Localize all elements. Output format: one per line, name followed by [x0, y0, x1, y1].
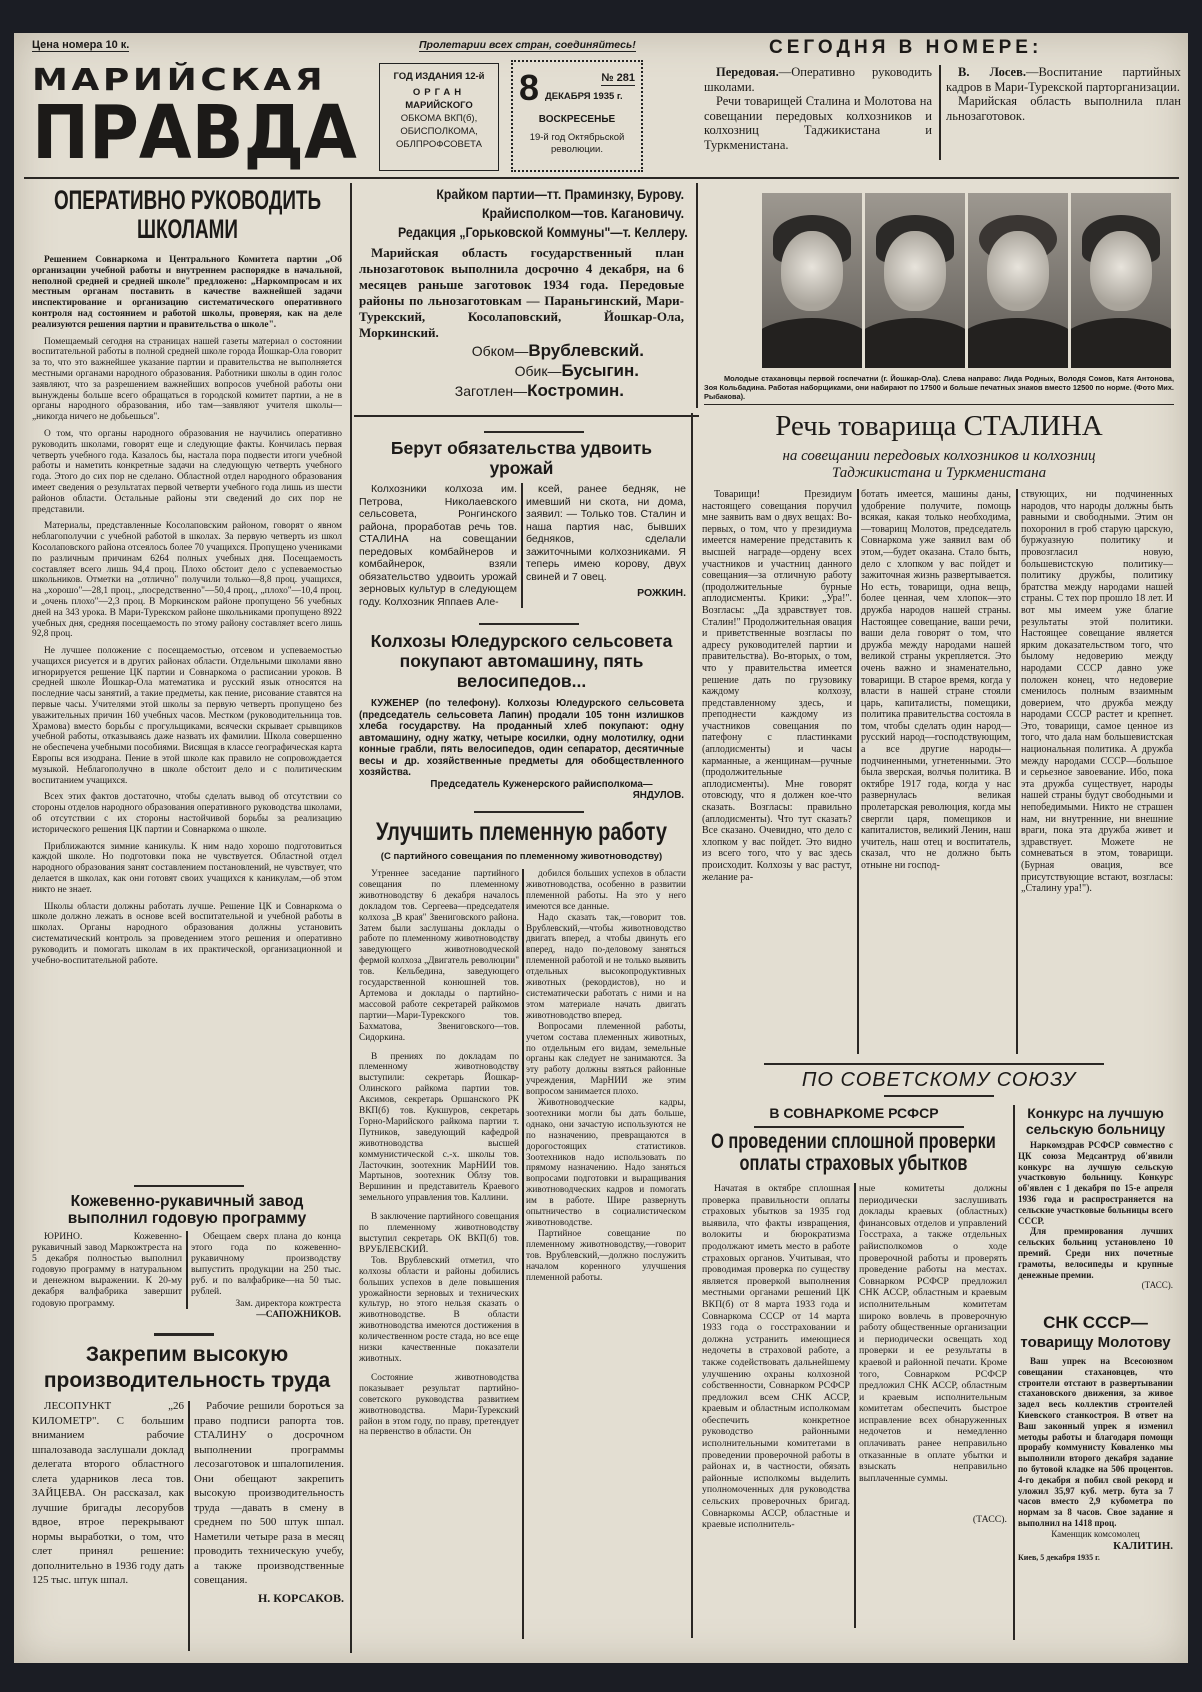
stalin-subhead: на совещании передовых колхозников и колхозниц Таджикистана и Туркменистана: [782, 448, 1096, 481]
date-day: 8: [519, 67, 540, 108]
stalin-col1: Товарищи! Президиум настоящего совещания поручил мне заявить вам о двух вещах: Во-первых, о том, что у президиума имеется намерение представить к высшей награде—ордену всех участников и участниц данного совещания—за отличную работу (продолжительные бурные аплодисменты. Крики: „Ура!". Возгласы: „Да здравствует тов. Сталин!" Продолжительная овация и приветственные возгласы по адресу руководителей партии и правительства). Во-вторых, о том, что у правительства имеется решение дать по грузовику каждому колхозу, представленному здесь, и преподнести каждому из участников совещания по патефону с пластинками (аплодисменты) и часы карманные, а женщинам—ручные (продолжительные аплодисменты). Мне говорят отовсюду, что я должен кое-что сказать. Возгласы: правильно (аплодисменты). Что тут сказать? Все сказано. Очевидно, что дело с хлопком у вас пойдет. Это видно из всего того, что у вас здесь происходит. Колхозы у вас растут, желание ра-: [702, 489, 852, 883]
contents-item[interactable]: Речи товарищей Сталина и Молотова на совещании передовых колхозников и колхозниц Таджикистана и Туркменистана.: [704, 94, 932, 152]
weekday: ВОСКРЕСЕНЬЕ: [538, 114, 616, 125]
insurance-col2: ные комитеты должны периодически заслушивать доклады краевых (областных) финансовых отделов и управлений Госстраха, а также отдельных райисполкомов о ходе проверочной работы и проверять проведение работы на местах. Совнарком РСФСР предложил СНК АССР, областным и краевым исполнительным комитетам широко вовлечь в проверочную работу общественные организации и периодически освещать ход проверки и ее результаты в краевой и районной печати. Кроме того, Совнарком РСФСР предложил СНК АССР, областным и краевым исполнительным комитетам обеспечить быстрое исправление всех обнаруженных недочетов и немедленно оплачивать ранее неправильно отказанные в оплате убытки и взыскать неправильно выплаченные суммы. (ТАСС).: [859, 1183, 1007, 1526]
publisher-line: ОБЛПРОФСОВЕТА: [396, 139, 482, 150]
publication-year: ГОД ИЗДАНИЯ 12-й: [393, 71, 485, 82]
stakhanovites-photo: [762, 193, 1172, 368]
breeding-subhead: (С партийного совещания по племенному животноводству): [380, 851, 663, 862]
telegram-recipient: Редакция „Горьковской Коммуны"—т. Келлеру.: [398, 224, 688, 240]
newspaper-page: [14, 33, 1188, 1663]
insurance-col1: Начатая в октябре сплошная проверка правильности оплаты страховых убытков за 1935 год выявила, что факты извращения, волокиты и бюрократизма продолжают иметь место в работе страховых органов. Учитывая, что проводимая проверка по существу является проверкой выполнения местными органами решений ЦК ВКП(б) от 8 марта 1933 года и Совнаркома СССР от 14 марта 1933 года о госстраховании и должна устранить имеющиеся недочеты в страховой работе, а также содействовать дальнейшему улучшению охраны колхозной собственности, Совнарком РСФСР предложил всем СНК АССР, краевым и областным исполкомам обеспечить конкретное руководство районными исполнительными комитетами в проведении проверочной работы в районах и, в частности, обязать районные исполкомы выделить уполномоченных для руководства сельских проверочных бригад. Совнаркомы АССР, областные и краевые исполнитель-: [702, 1183, 850, 1531]
logo-title-main: ПРАВДА: [32, 90, 357, 176]
telegram-recipient: Крайисполком—тов. Кагановичу.: [482, 205, 684, 221]
telegram-block: [359, 185, 688, 401]
contents-item[interactable]: В. Лосев.—Воспитание партийных кадров в Мари-Турекской парторганизации.: [946, 65, 1181, 94]
slogan: Пролетарии всех стран, соединяйтесь!: [419, 39, 636, 51]
sovnarkom-rubric: В СОВНАРКОМЕ РСФСР: [769, 1105, 939, 1121]
molotov-headline-2: товарищу Молотову: [1020, 1334, 1171, 1351]
section-title: ПО СОВЕТСКОМУ СОЮЗУ: [801, 1069, 1077, 1091]
leather-headline: Кожевенно-рукавичный завод выполнил годовую программу: [67, 1193, 307, 1227]
photo-credit: (Фото Мих. Рыбакова).: [704, 383, 1174, 401]
breeding-col2: добился больших успехов в области животноводства, особенно в развитии племенной работы. На это у него имеются все данные. Надо сказать так,—говорит тов. Врублевский,—чтобы животноводство двигать вперед, а чтобы двинуть его вперед, надо по-деловому заняться племенной работой и не только выявить отдельных высокопродуктивных животных (рекордистов), но и систематически работать с ними и на этом материале начать двигать животноводство вперед. Вопросами племенной работы, учетом состава племенных животных, по отдельным его видам, земельные органы как следует не занимаются. За эту работу должны взяться районные учреждения, МарНИИ же этим вопросом занимается плохо. Животноводческие кадры, зоотехники могли бы дать больше, однако, они зачастую используются не по назначению, превращаются в дорогостоящих статистиков. Зоотехников надо использовать по прямому назначению. Надо заняться вопросами подготовки и выращивания животноводческих кадров и помогать им в работе. Шире развернуть опытничество в социалистическом животноводстве. Партийное совещание по племенному животноводству,—говорит тов. Врублевский,—должно послужить началом коренного улучшения племенной работы.: [526, 869, 686, 1283]
contest-source: (ТАСС).: [1141, 1280, 1173, 1291]
publisher-line: ОБИСПОЛКОМА,: [400, 126, 478, 137]
publisher-box: [379, 63, 499, 171]
stalin-headline: Речь товарища СТАЛИНА: [775, 410, 1103, 442]
productivity-headline-2: производительность труда: [43, 1369, 331, 1392]
revolution-year: 19-й год Октябрьской революции.: [529, 132, 625, 155]
organ-label: ОРГАН: [412, 87, 466, 98]
telegram-signer: Обик—Бусыгин.: [514, 361, 639, 380]
harvest-col2: ксей, ранее бедняк, не имевший ни скота, ни дома, заявил: — Только тов. Сталин и наша партия нас, бывших бедняков, сделали зажиточными колхозниками. Я теперь имею корову, двух свиней и 7 овец. РОЖКИН.: [526, 483, 686, 599]
breeding-headline: Улучшить племенную работу: [375, 818, 668, 846]
harvest-col1: Колхозники колхоза им. Петрова, Николаевского сельсовета, Ронгинского района, проработав речь тов. СТАЛИНА на совещании передовых комбайнеров и комбайнерок, взяли обязательство удвоить урожай зерновых культур в следующем году. Колхозник Яппаев Але-: [359, 483, 517, 608]
leather-col1: ЮРИНО. Кожевенно-рукавичный завод Маркожтреста на 5 декабря полностью выполнил годовую программу в натуральном и денежном выражении. К 20-му декабря валфабрика завершит годовую программу.: [32, 1231, 182, 1309]
newspaper-logo: [32, 63, 372, 176]
kolkhozy-headline: Колхозы Юледурского сельсовета покупают автомашину, пять велосипедов...: [370, 631, 673, 691]
paragraph: Не лучшее положение с посещаемостью, отсевом и успеваемостью учащихся рисуется и в других районах области. Отдельными школами явно игнорируется решение ЦК партии и Совнаркома о расписании уроков. В средней школе Йошкар-Ола математика и русский язык относятся на последние часы занятий, а такие предметы, как пение, рисование ставятся на первые часы. Учителями этой школы за первую четверть пропущено без уважительных причин 160 учебных часов. Местком (руководительница тов. Храмова) вместо борьбы с прогульщиками, всячески скрывает срывщиков учебной работы, отказываясь даже назвать их фамилии. Школа совершенно не обеспечена учебными пособиями. Висящая в классе географическая карта Европы вся изодрана. Пение в этой школе как правило не сопровождается музыкой. Неблагополучно в школе обстоит дело и с политическим воспитанием учащихся.: [32, 646, 342, 786]
insurance-headline: О проведении сплошной проверки оплаты страховых убытков: [711, 1130, 996, 1175]
paragraph: Всех этих фактов достаточно, чтобы сделать вывод об отсутствии со стороны отделов народного образования оперативного руководства школами, об отсутствии с их стороны настойчивой борьбы за реализацию исторического решения ЦК партии и Совнаркома о школе.: [32, 792, 342, 835]
leather-col2: Обещаем сверх плана до конца этого года по кожевенно-рукавичному производству выпустить продукции на 250 тыс. руб. и по валфабрике—на 50 тыс. рублей. Зам. директора кожтреста —САПОЖНИКОВ.: [191, 1231, 341, 1320]
publisher-line: МАРИЙСКОГО: [405, 100, 473, 111]
telegram-text: Марийская область государственный план льнозаготовок выполнила досрочно 4 декабря, на 6 месяцев раньше заготовок 1934 года. Передовые районы по льнозаготовкам — Параньгинский, Мари-Турекский, Косолаповский, Йошкар-Ола, Моркинский.: [359, 245, 684, 340]
productivity-signer: Н. КОРСАКОВ.: [257, 1590, 344, 1605]
paragraph: Материалы, представленные Косолаповским районом, говорят о явном неблагополучии с учебной работой в школах. За первую четверть из школ Косолаповского района отсеялось более 70 учащихся. Пропущено учениками по различным причинам 6264 полных учебных дня. Посещаемость составляет всего лишь 94,4 проц. Плохо обстоит дело с успеваемостью школьников. Отметки на „отлично" получили только—8,8 проц. учащихся, на „хорошо"—28,1 проц., „посредственно"—50,4 проц., „плохо"—10,4 проц. и „очень плохо"—2,3 проц. В Моркинском районе пропущено 56 учебных дней на 343 урока. В Мари-Турекском районе школьниками пропущено 8922 учебных дня, средняя посещаемость по этому району составляет всего лишь 92,8 проц.: [32, 521, 342, 640]
editorial-headline: ОПЕРАТИВНО РУКОВОДИТЬ ШКОЛАМИ: [53, 185, 322, 244]
contents-title: СЕГОДНЯ В НОМЕРЕ:: [769, 37, 1043, 58]
telegram-recipient: Крайком партии—тт. Праминзку, Бурову.: [436, 186, 684, 202]
paragraph: Приближаются зимние каникулы. К ним надо хорошо подготовиться каждой школе. Но подготовки пока не чувствуется. Областной отдел народного образования занят составлением постановлений, не чувствует, что делается в школах, как они готовят своих учащихся к каникулам,—об этом никто не знает.: [32, 841, 342, 895]
editorial-body: [32, 255, 342, 1180]
molotov-letter: Ваш упрек на Всесоюзном совещании стахановцев, что строители отстают в развертывании стахановского движения, за живое задел весь коллектив строителей Киевского станкостроя. В ответ на Ваш законный упрек я изменил методы работы и благодаря помощи прорабу коммунисту Коваленко мы выполнили второго декабря задание по бутовой кладке на 506 процентов. 4-го декабря я побил свой рекорд и уложил 35,97 куб. метр. бута за 7 часов вместо 2,9 кубометра по нормам за 8 часов. Свое задание я выполнил на 1418 проц. Каменщик комсомолец КАЛИТИН. Киев, 5 декабря 1935 г.: [1018, 1356, 1173, 1562]
publisher-line: ОБКОМА ВКП(б),: [400, 113, 478, 124]
contents-item[interactable]: Передовая.—Оперативно руководить школами.: [704, 65, 932, 94]
telegram-signer: Обком—Врублевский.: [471, 341, 644, 360]
molotov-headline-1: СНК СССР—: [1043, 1313, 1148, 1332]
harvest-headline: Берут обязательства удвоить урожай: [390, 438, 653, 478]
paragraph: Школы области должны работать лучше. Решение ЦК и Совнаркома о школе должно лежать в основе всей воспитательной и учебной работы в школах. Органы народного образования должны установить систематический контроль за проведением этого решения и оперативно руководить и помогать школам в их практической, организационной и учебно-воспитательной работе.: [32, 901, 342, 966]
stalin-col3: ствующих, ни подчиненных народов, что народы должны быть равными и свободными. Этим он похоронил в гроб старую царскую, буржуазную политику и провозгласил новую, большевистскую политику—политику дружбы, политику братства между народами нашей страны. С тех пор прошло 18 лет. И вот мы имеем уже благие результаты этой политики. Настоящее совещание является ярким доказательством того, что былому недоверию между народами СССР давно уже положен конец, что недоверие сменилось полным взаимным доверием, что дружба между народами СССР растет и крепнет. Это, товарищи, самое ценное из того, что дала нам большевистская национальная политика. А дружба между народами СССР—большое и серьезное завоевание. Ибо, пока эта дружба существует, народы нашей страны будут свободными и непобедимыми. Никто не страшен нам, ни внутренние, ни внешние враги, пока эта дружба живет и здравствует. Можете не сомневаться в этом, товарищи. (Бурная овация, все присутствующие встают, возгласы: „Сталину ура!").: [1021, 489, 1173, 895]
kolkhozy-text: КУЖЕНЕР (по телефону). Колхозы Юледурского сельсовета (председатель сельсовета Лапин) продали 105 тонн излишков хлеба государству. На проданный хлеб покупают: одну автомашину, одну жатку, четыре косилки, одну молотилку, одни конные грабли, пять велосипедов, один сепаратор, десятичные весы и др. хозяйственные предметы для обобществленного хозяйства. Председатель Куженерского райисполкома— ЯНДУЛОВ.: [359, 698, 684, 801]
date-month: ДЕКАБРЯ 1935 г.: [545, 91, 623, 102]
breeding-col1: Утреннее заседание партийного совещания по племенному животноводству 6 декабря началось докладом тов. Сергеева—председателя колхоза „В края" Звениговского района. Затем были заслушаны доклады о работе по племенному животноводству заведующего животноводческой фермой колхоза „Двигатель революции" тов. Кельбедина, заведующего государственной конюшней тов. Артемова и доклады о партийно-массовой работе секретарей райкомов партии—Мари-Турекского тов. Бахматова, Звениговского—тов. Сидоркина. В прениях по докладам по племенному животноводству выступили: секретарь Йошкар-Олинского райкома партии тов. Аксимов, секретарь Оршанского РК ВКП(б) тов. Кукшуров, секретарь Горно-Марийского райкома партии т. Путников, заведующий кафедрой животноводства высшей коммунистической с.-х. школы тов. Ласточкин, зоотехник МарНИИ тов. Мартынов, зоотехник Облзу тов. Вершинин и представитель Краевого земельного управления тов. Каллини. В заключение партийного совещания по племенному животноводству выступил секретарь ОК ВКП(б) тов. ВРУБЛЕВСКИЙ. Тов. Врублевский отметил, что колхозы области и районы добились больших успехов в деле повышения урожайности зерновых и технических культур, но этого нельзя сказать о животноводстве. В области животноводства имеются достижения в количественном росте стада, но все еще низки качественные показатели животных. Состояние животноводства показывает результат партийно-советского руководства развитием животноводства. Мари-Турекский район в этом году, по праву, претендует на первенство в области. Он: [359, 869, 519, 1438]
stalin-col2: ботать имеется, машины даны, удобрение получите, помощь всякая, какая только необходима,—товарищ Молотов, председатель Совнаркома уже заявил вам об этом,—будет оказана. Стало быть, дело с хлопком у вас пойдет и зажиточная жизнь развертывается. Но есть, товарищи, одна вещь, более ценная, чем хлопок—это дружба народов нашей страны. Настоящее совещание, ваши речи, ваши дела говорят о том, что дружба между народами нашей великой страны укрепляется. Это очень важно и знаменательно, товарищи. В старое время, когда у власти в нашей стране стояли царь, капиталисты, помещики, политика правительства состояла в том, чтобы сделать один народ—русский народ—господствующим, а все другие народы—подчиненными, угнетенными. Это была зверская, волчья политика. В октябре 1917 года, когда у нас развернулась великая пролетарская революция, когда мы свергли царя, помещиков и капиталистов, великий Ленин, наш учитель, наш отец и воспитатель, сказал, что не должно быть отныне ни господ-: [861, 489, 1011, 871]
contents-item[interactable]: Марийская область выполнила план льнозаготовок.: [946, 94, 1181, 123]
productivity-col2: Рабочие решили бороться за право подписи рапорта тов. СТАЛИНУ о досрочном выполнении программы лесозаготовок и шпалопиления. Они обещают закрепить высокую производительность труда —давать в смену в среднем по 500 штук шпал. Наметили четыре раза в месяц проводить техническую учебу, а также производственные совещания. Н. КОРСАКОВ.: [194, 1400, 344, 1605]
paragraph: Помещаемый сегодня на страницах нашей газеты материал о состоянии воспитательной работы в полной средней школе города Йошкар-Ола говорит за то, что это важнейшее указание партии и правительства не выполняется местными органами народного образования. Работники школы в один голос заявляют, что за разрешением важнейших вопросов учебной работы они вынуждены больше всего обращаться в городской комитет партии, а не в органы народного образования, ибо там—заявляют учителя школы— „никогда ничего не добьешься".: [32, 336, 342, 423]
price-label: Цена номера 10 к.: [32, 39, 130, 51]
logo-title-top: МАРИЙСКАЯ: [32, 63, 327, 98]
photo-caption: Молодые стахановцы первой госпечатни (г. Йошкар-Ола). Слева направо: Лида Родных, Володя Сомов, Катя Антонова, Зоя Кольбадина. Работая наборщиками, они набирают по 17500 и больше печатных знаков вместо 12500 по норме. (Фото Мих. Рыбакова).: [704, 374, 1174, 401]
productivity-headline-1: Закрепим высокую: [85, 1343, 289, 1366]
telegram-signer: Заготлен—Костромин.: [454, 381, 624, 400]
productivity-col1: ЛЕСОПУНКТ „26 КИЛОМЕТР". С большим вниманием рабочие шпалозавода заслушали доклад делегата второго областного слета ударников леса тов. ЗАЙЦЕВА. Он рассказал, как лучшие бригады лесорубов вдвое, втрое перекрывают нормы выработки, о том, что слет принял решение: дополнительно в 1936 году дать 125 тыс. штук шпал.: [32, 1400, 184, 1586]
issue-number: № 281: [601, 72, 635, 84]
date-box: [511, 60, 643, 172]
paragraph: О том, что органы народного образования не научились оперативно руководить школами, говорят еще и следующие факты. Кончилась первая четверть учебного года. Казалось бы, настала пора подвести итоги учебной работы и наметить конкретные задачи на следующую четверть учебного года. Этого до сих пор не сделано. Областной отдел народного образования имеет сведения о результатах первой четверти учебного года лишь из шести районов области. Остальные районы эти сведений до сих пор не представили.: [32, 428, 342, 515]
contest-text: Наркомздрав РСФСР совместно с ЦК союза Медсантруд об'явили конкурс на лучшую сельскую участковую больницу. Конкурс об'явлен с 1 декабря по 15-е апреля 1936 года и распространяется на сельские участковые больницы всего СССР. Для премирования лучших сельских больниц установлено 10 премий. Среди них почетные грамоты, велосипеды и крупные денежные премии. (ТАСС).: [1018, 1140, 1173, 1291]
paragraph: Решением Совнаркома и Центрального Комитета партии „Об организации учебной работы и внутреннем распорядке в начальной, неполной средней и средней школе" предложено: „Наркомпросам и их местным органам поставить в качестве важнейшей задачи инспектирование и организацию систематического оперативного контроля над состоянием и работой школы, проверяя, как на деле реализуются решения партии и правительства о школе".: [32, 255, 342, 330]
contest-headline: Конкурс на лучшую сельскую больницу: [1025, 1105, 1166, 1137]
